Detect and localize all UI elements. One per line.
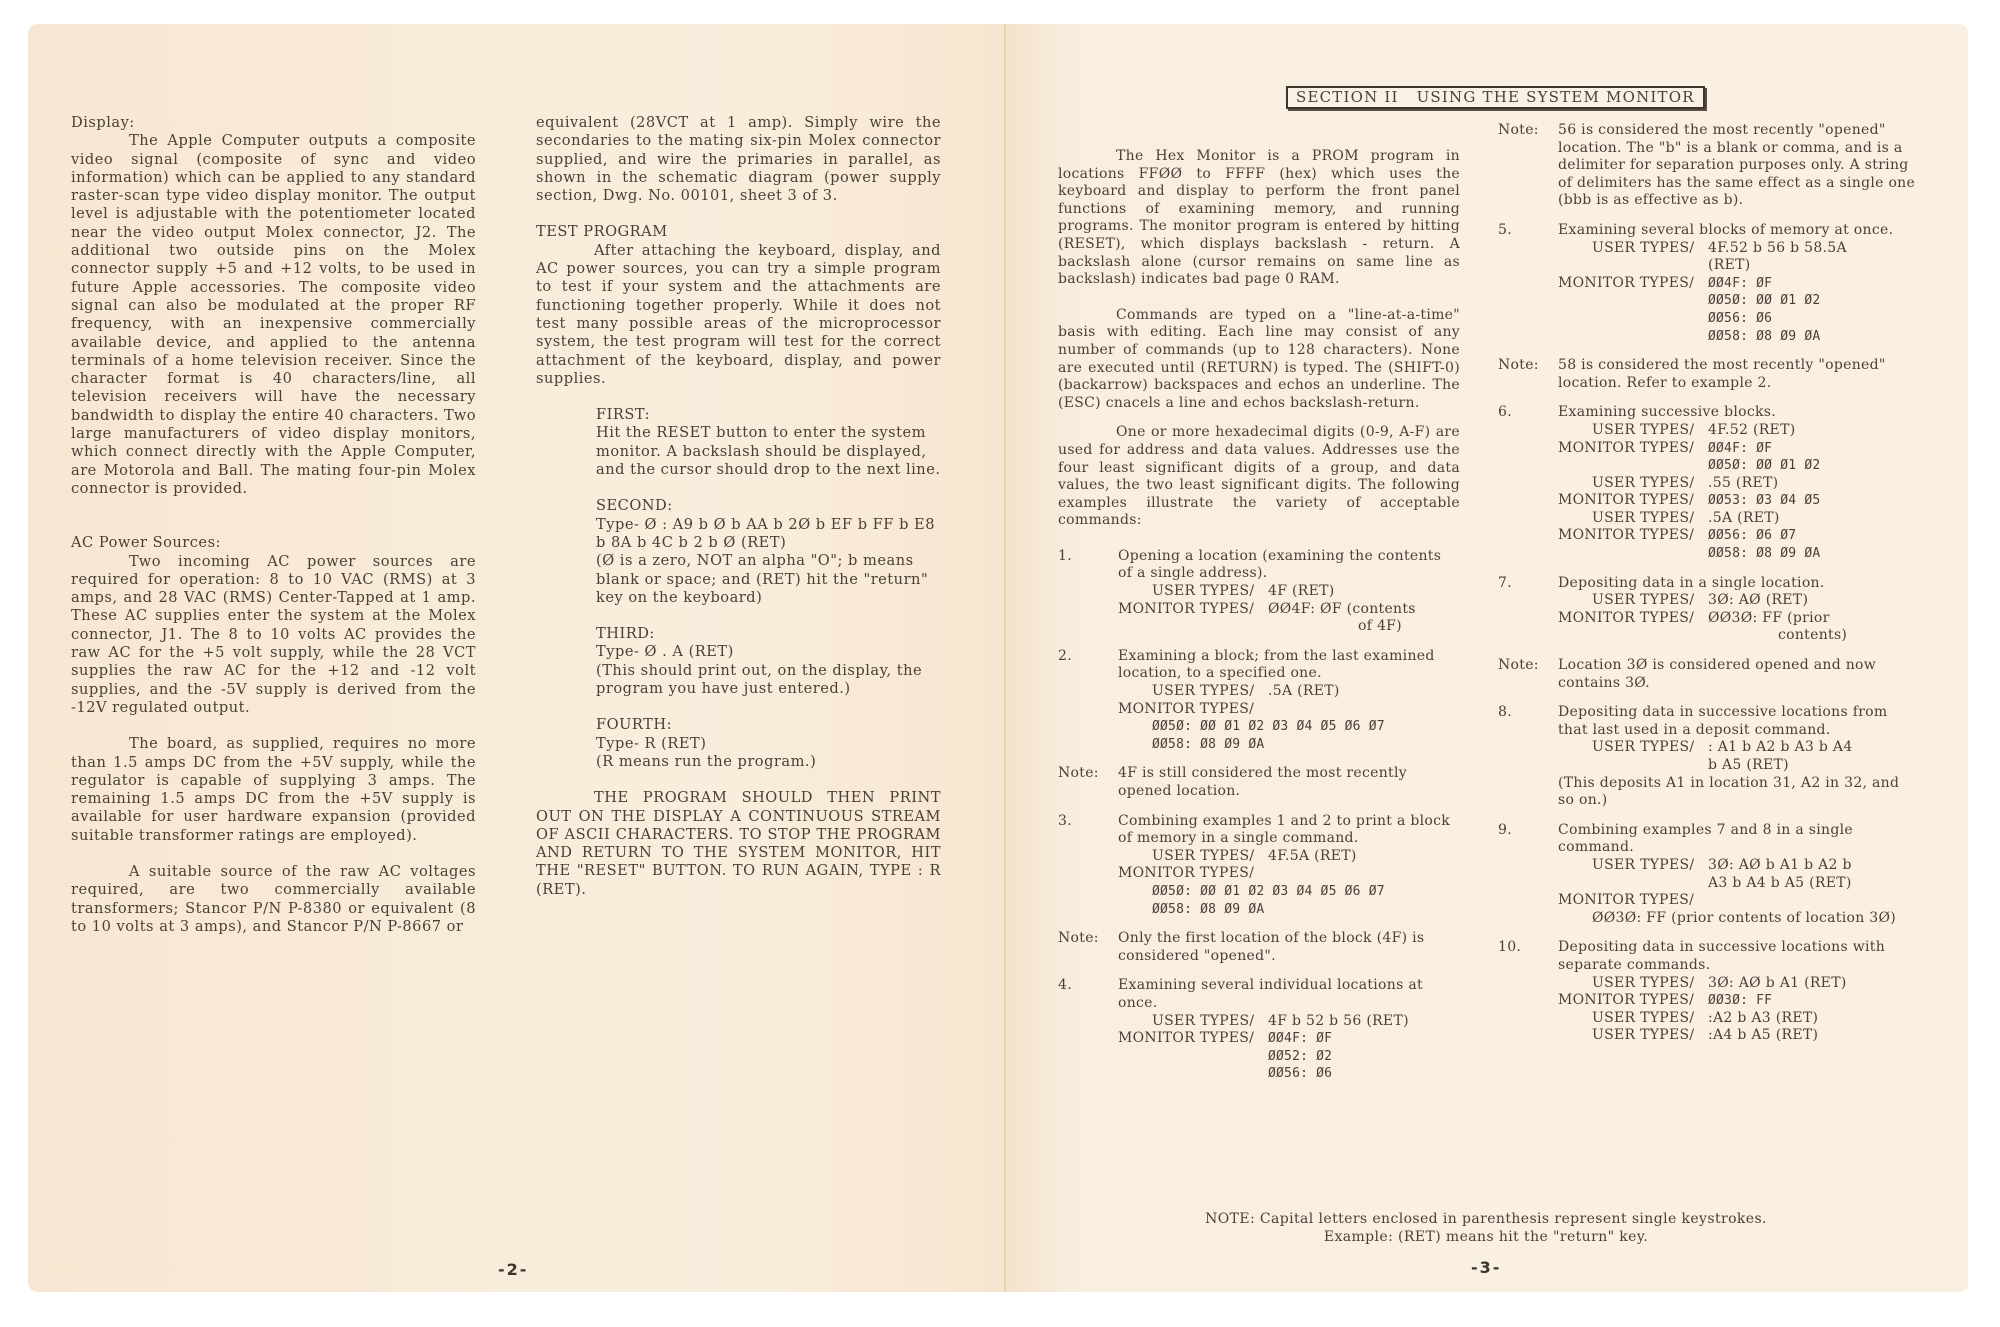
example-2 — [1058, 648, 1460, 754]
user-types-value: .5A (RET) — [1708, 509, 1780, 526]
monitor-output-line: ØØ58: Ø8 Ø9 ØA — [1152, 901, 1265, 917]
test-program-heading: TEST PROGRAM — [536, 223, 668, 241]
note-3 — [1498, 122, 1918, 210]
example-number: 1. — [1058, 547, 1072, 564]
command-row — [1558, 527, 1918, 545]
example-1 — [1058, 548, 1460, 636]
monitor-output-line: ØØ5Ø: ØØ Ø1 Ø2 — [1708, 293, 1821, 309]
command-row — [1558, 475, 1918, 493]
step-third — [596, 625, 941, 698]
example-description: Examining a block; from the last examined location, to a specified one. — [1118, 647, 1435, 682]
user-types-label: USER TYPES/ — [1592, 592, 1695, 609]
user-types-label: USER TYPES/ — [1592, 739, 1695, 756]
step-command: Type- Ø : A9 b Ø b AA b 2Ø b EF b FF b E8 b 8A b 4C b 2 b Ø (RET) — [596, 515, 935, 551]
monitor-types-label — [1558, 545, 1708, 563]
display-heading: Display: — [71, 114, 135, 131]
user-types-label: USER TYPES/ — [1592, 421, 1695, 438]
example-description: Depositing data in a single location. — [1558, 574, 1825, 591]
step-second — [596, 497, 941, 607]
example-number: 5. — [1498, 221, 1512, 238]
command-row — [1558, 545, 1918, 563]
command-row — [1558, 457, 1918, 475]
monitor-types-value-cont: contents) — [1778, 627, 1848, 644]
monitor-types-label: MONITOR TYPES/ — [1118, 600, 1255, 617]
monitor-output-line: ØØ58: Ø8 Ø9 ØA — [1152, 736, 1265, 752]
monitor-output-line: ØØ3Ø: FF (prior contents of location 3Ø) — [1592, 909, 1897, 926]
example-description: Combining examples 7 and 8 in a single command. — [1558, 821, 1853, 856]
monitor-output-line: ØØ3Ø: FF — [1708, 993, 1773, 1009]
step-command: Type- Ø . A (RET) — [596, 643, 734, 661]
monitor-types-label: MONITOR TYPES/ — [1118, 865, 1255, 882]
monitor-types-label: MONITOR TYPES/ — [1558, 609, 1695, 626]
ac-power-paragraph-3: A suitable source of the raw AC voltages required, are two commercially available transformers; Stancor P/N P-8380 or equivalent (8 to 10 volts at 3 amps), and Stancor P/N P-8667 or — [71, 862, 476, 935]
user-types-label: USER TYPES/ — [1592, 239, 1695, 256]
user-types-value: 3Ø: AØ b A1 (RET) — [1708, 974, 1847, 991]
note-2 — [1058, 930, 1460, 965]
step-first — [596, 406, 941, 479]
note-text: 4F is still considered the most recently opened location. — [1118, 765, 1407, 799]
note-text: 56 is considered the most recently "opened" location. The "b" is a blank or comma, and is a delimiter for separation purposes only. A string of delimiters has the same effect as a single one (bbb is as effective as b). — [1558, 122, 1916, 209]
user-types-value: .55 (RET) — [1708, 474, 1779, 491]
footnote-line-1: NOTE: Capital letters enclosed in parenthesis represent single keystrokes. — [1205, 1211, 1767, 1227]
monitor-types-label: MONITOR TYPES/ — [1118, 1030, 1255, 1047]
example-description: Depositing data in successive locations with separate commands. — [1558, 939, 1886, 973]
column-4 — [1498, 122, 1918, 1045]
monitor-types-label: MONITOR TYPES/ — [1118, 700, 1255, 717]
command-row — [1558, 1010, 1918, 1028]
note-text: Only the first location of the block (4F) is considered "opened". — [1118, 930, 1425, 964]
intro-paragraph-2: Commands are typed on a "line-at-a-time" basis with editing. Each line may consist of any number of commands (up to 128 characters). None are executed until (RETURN) is typed. The (SHIFT-0) (backarrow) backspaces and echos an underline. The (ESC) cnacels a line and echos backslash-return. — [1058, 306, 1460, 411]
monitor-types-label: MONITOR TYPES/ — [1558, 492, 1695, 509]
test-program-paragraph: After attaching the keyboard, display, and AC power sources, you can try a simple program to test if your system and the attachments are functioning together properly. While it does not test many possible areas of the microprocessor system, the test program will test for the correct attachment of the keyboard, display, and power supplies. — [536, 241, 941, 387]
step-command: Type- R (RET) — [596, 734, 707, 752]
example-10 — [1498, 939, 1918, 1045]
example-number: 3. — [1058, 812, 1072, 829]
monitor-types-value-cont: of 4F) — [1358, 618, 1402, 635]
command-row — [1558, 422, 1918, 440]
monitor-output-line: ØØ58: Ø8 Ø9 ØA — [1708, 546, 1821, 562]
note-text: Location 3Ø is considered opened and now contains 3Ø. — [1558, 657, 1877, 691]
monitor-types-label: MONITOR TYPES/ — [1558, 439, 1695, 456]
example-number: 10. — [1498, 939, 1522, 956]
monitor-output-line: ØØ58: Ø8 Ø9 ØA — [1708, 328, 1821, 344]
monitor-types-label — [1558, 457, 1708, 475]
user-types-value: : A1 b A2 b A3 b A4 — [1708, 739, 1853, 756]
monitor-output-line: ØØ5Ø: ØØ Ø1 Ø2 — [1708, 458, 1821, 474]
step-text: (This should print out, on the display, the program you have just entered.) — [596, 661, 923, 698]
user-types-value: .5A (RET) — [1268, 683, 1340, 700]
step-text: (R means run the program.) — [596, 752, 817, 770]
step-label: SECOND: — [596, 497, 673, 515]
user-types-label: USER TYPES/ — [1592, 1027, 1695, 1044]
user-types-label: USER TYPES/ — [1592, 974, 1695, 991]
user-types-value: 4F.52 b 56 b 58.5A — [1708, 239, 1847, 256]
monitor-types-label: MONITOR TYPES/ — [1558, 992, 1695, 1009]
user-types-label: USER TYPES/ — [1152, 847, 1255, 864]
monitor-output-line: ØØ56: Ø6 — [1708, 310, 1773, 326]
command-row — [1558, 992, 1918, 1010]
example-explanation: (This deposits A1 in location 31, A2 in 32, and so on.) — [1558, 774, 1900, 809]
monitor-types-value: ØØ3Ø: FF (prior — [1708, 609, 1830, 626]
example-3 — [1058, 813, 1460, 919]
user-types-value: 4F (RET) — [1268, 583, 1335, 600]
example-description: Examining successive blocks. — [1558, 404, 1777, 421]
example-number: 7. — [1498, 574, 1512, 591]
note-label: Note: — [1498, 122, 1539, 138]
monitor-output-line: ØØ5Ø: ØØ Ø1 Ø2 Ø3 Ø4 Ø5 Ø6 Ø7 — [1152, 719, 1385, 735]
example-4 — [1058, 977, 1460, 1083]
monitor-output-line: ØØ56: Ø6 — [1268, 1066, 1333, 1082]
section-title: SECTION II USING THE SYSTEM MONITOR — [1286, 86, 1705, 109]
example-7 — [1498, 575, 1918, 645]
user-types-label: USER TYPES/ — [1152, 1012, 1255, 1029]
user-types-value: :A2 b A3 (RET) — [1708, 1009, 1819, 1026]
user-types-value-cont: (RET) — [1708, 257, 1751, 274]
user-types-value: 3Ø: AØ (RET) — [1708, 592, 1809, 609]
ac-power-heading: AC Power Sources: — [71, 534, 221, 552]
ac-power-paragraph-2: The board, as supplied, requires no more than 1.5 amps DC from the +5V supply, while the regulator is capable of supplying 3 amps. The remaining 1.5 amps DC from the +5V supply is available for user hardware expansion (provided suitable transformer ratings are employed). — [71, 735, 476, 844]
example-description: Depositing data in successive locations from that last used in a deposit command. — [1558, 704, 1888, 738]
step-label: FIRST: — [596, 406, 651, 424]
example-number: 9. — [1498, 821, 1512, 838]
note-1 — [1058, 765, 1460, 800]
monitor-output-line: ØØ4F: ØF — [1708, 275, 1773, 291]
command-row — [1558, 510, 1918, 528]
column-3 — [1058, 148, 1460, 1083]
example-description: Examining several blocks of memory at once. — [1558, 221, 1894, 238]
keystroke-footnote — [1106, 1210, 1866, 1246]
step-fourth — [596, 716, 941, 771]
step-label: THIRD: — [596, 625, 655, 643]
footnote-line-2: Example: (RET) means hit the "return" key. — [1323, 1229, 1649, 1245]
user-types-value: 4F.52 (RET) — [1708, 421, 1796, 438]
example-number: 8. — [1498, 704, 1512, 721]
example-number: 2. — [1058, 647, 1072, 664]
user-types-label: USER TYPES/ — [1592, 1009, 1695, 1026]
user-types-value: 4F b 52 b 56 (RET) — [1268, 1012, 1409, 1029]
step-text: Hit the RESET button to enter the system monitor. A backslash should be displayed, and the cursor should drop to the next line. — [596, 424, 941, 479]
column-1 — [71, 114, 476, 936]
note-label: Note: — [1498, 657, 1539, 674]
example-description: Combining examples 1 and 2 to print a block of memory in a single command. — [1118, 812, 1451, 847]
note-4 — [1498, 357, 1918, 392]
user-types-label: USER TYPES/ — [1592, 856, 1695, 873]
user-types-value: 4F.5A (RET) — [1268, 847, 1357, 864]
column-2 — [536, 114, 941, 899]
command-row — [1558, 492, 1918, 510]
user-types-label: USER TYPES/ — [1592, 509, 1695, 526]
user-types-value: 3Ø: AØ b A1 b A2 b — [1708, 856, 1852, 873]
monitor-types-label: MONITOR TYPES/ — [1558, 892, 1695, 909]
example-9 — [1498, 822, 1918, 928]
user-types-value-cont: A3 b A4 b A5 (RET) — [1708, 874, 1852, 891]
page-3 — [1004, 24, 1968, 1292]
note-label: Note: — [1498, 357, 1539, 374]
example-number: 6. — [1498, 404, 1512, 421]
user-types-label: USER TYPES/ — [1592, 474, 1695, 491]
monitor-output-line: ØØ4F: ØF — [1708, 440, 1773, 456]
ac-power-paragraph-1: Two incoming AC power sources are required for operation: 8 to 10 VAC (RMS) at 3 amps, and 28 VAC (RMS) Center-Tapped at 1 amp. These AC supplies enter the system at the Molex connector, J1. The 8 to 10 volts AC provides the raw AC for the +5 volt supply, while the 28 VCT supplies the raw AC for the +12 and -12 volt supplies, and the -5V supply is derived from the -12V regulated output. — [71, 552, 476, 716]
page-2 — [28, 24, 1004, 1292]
monitor-types-label: MONITOR TYPES/ — [1558, 527, 1695, 544]
user-types-value-cont: b A5 (RET) — [1708, 757, 1789, 773]
monitor-output-line: ØØ56: Ø6 Ø7 — [1708, 528, 1797, 544]
program-result-paragraph: THE PROGRAM SHOULD THEN PRINT OUT ON THE DISPLAY A CONTINUOUS STREAM OF ASCII CHARACTERS. TO STOP THE PROGRAM AND RETURN TO THE SYSTEM MONITOR, HIT THE "RESET" BUTTON. TO RUN AGAIN, TYPE : R (RET). — [536, 789, 941, 898]
command-row — [1558, 1027, 1918, 1045]
note-label: Note: — [1058, 930, 1099, 947]
intro-paragraph-1: The Hex Monitor is a PROM program in locations FFØØ to FFFF (hex) which uses the keyboard and display to perform the front panel functions of examining memory, and running programs. The monitor program is entered by hitting (RESET), which displays backslash - return. A backslash alone (cursor remains on same line as backslash) indicates bad page 0 RAM. — [1058, 148, 1460, 288]
monitor-types-value: ØØ4F: ØF (contents — [1268, 600, 1416, 617]
example-number: 4. — [1058, 977, 1072, 994]
note-5 — [1498, 657, 1918, 692]
monitor-output-line: ØØ52: Ø2 — [1268, 1048, 1333, 1064]
example-6 — [1498, 404, 1918, 562]
command-row — [1558, 440, 1918, 458]
command-row — [1558, 975, 1918, 993]
page-number: -2- — [498, 1260, 529, 1279]
step-text: (Ø is a zero, NOT an alpha "O"; b means blank or space; and (RET) hit the "return" key on the keyboard) — [596, 552, 929, 606]
page-number: -3- — [1471, 1258, 1502, 1277]
user-types-label: USER TYPES/ — [1152, 583, 1255, 600]
user-types-value: :A4 b A5 (RET) — [1708, 1027, 1819, 1044]
note-text: 58 is considered the most recently "opened" location. Refer to example 2. — [1558, 357, 1886, 391]
example-5 — [1498, 222, 1918, 345]
step-label: FOURTH: — [596, 716, 672, 734]
monitor-output-line: ØØ5Ø: ØØ Ø1 Ø2 Ø3 Ø4 Ø5 Ø6 Ø7 — [1152, 883, 1385, 899]
user-types-label: USER TYPES/ — [1152, 683, 1255, 700]
monitor-types-label: MONITOR TYPES/ — [1558, 274, 1695, 291]
power-continuation-paragraph: equivalent (28VCT at 1 amp). Simply wire the secondaries to the mating six-pin Molex connector supplied, and wire the primaries in parallel, as shown in the schematic diagram (power supply section, Dwg. No. 00101, sheet 3 of 3. — [536, 114, 941, 205]
display-paragraph: The Apple Computer outputs a composite video signal (composite of sync and video information) which can be applied to any standard raster-scan type video display monitor. The output level is adjustable with the potentiometer located near the video output Molex connector, J2. The additional two outside pins on the Molex connector supply +5 and +12 volts, to be used in future Apple accessories. The composite video signal can also be modulated at the proper RF frequency, with an inexpensive commercially available device, and applied to the antenna terminals of a home television receiver. Since the character format is 40 characters/line, all television receivers will have the necessary bandwidth to display the entire 40 characters. Two large manufacturers of video display monitors, which connect directly with the Apple Computer, are Motorola and Ball. The mating four-pin Molex connector is provided. — [71, 132, 476, 497]
monitor-output-line: ØØ4F: ØF — [1268, 1031, 1333, 1047]
intro-paragraph-3: One or more hexadecimal digits (0-9, A-F) are used for address and data values. Addresses use the four least significant digits of a group, and data values, the two least significant digits. The following examples illustrate the variety of acceptable commands: — [1058, 424, 1460, 529]
monitor-output-line: ØØ53: Ø3 Ø4 Ø5 — [1708, 493, 1821, 509]
example-description: Opening a location (examining the contents of a single address). — [1118, 547, 1442, 582]
example-description: Examining several individual locations at once. — [1118, 977, 1423, 1011]
example-8 — [1498, 704, 1918, 810]
note-label: Note: — [1058, 765, 1099, 782]
